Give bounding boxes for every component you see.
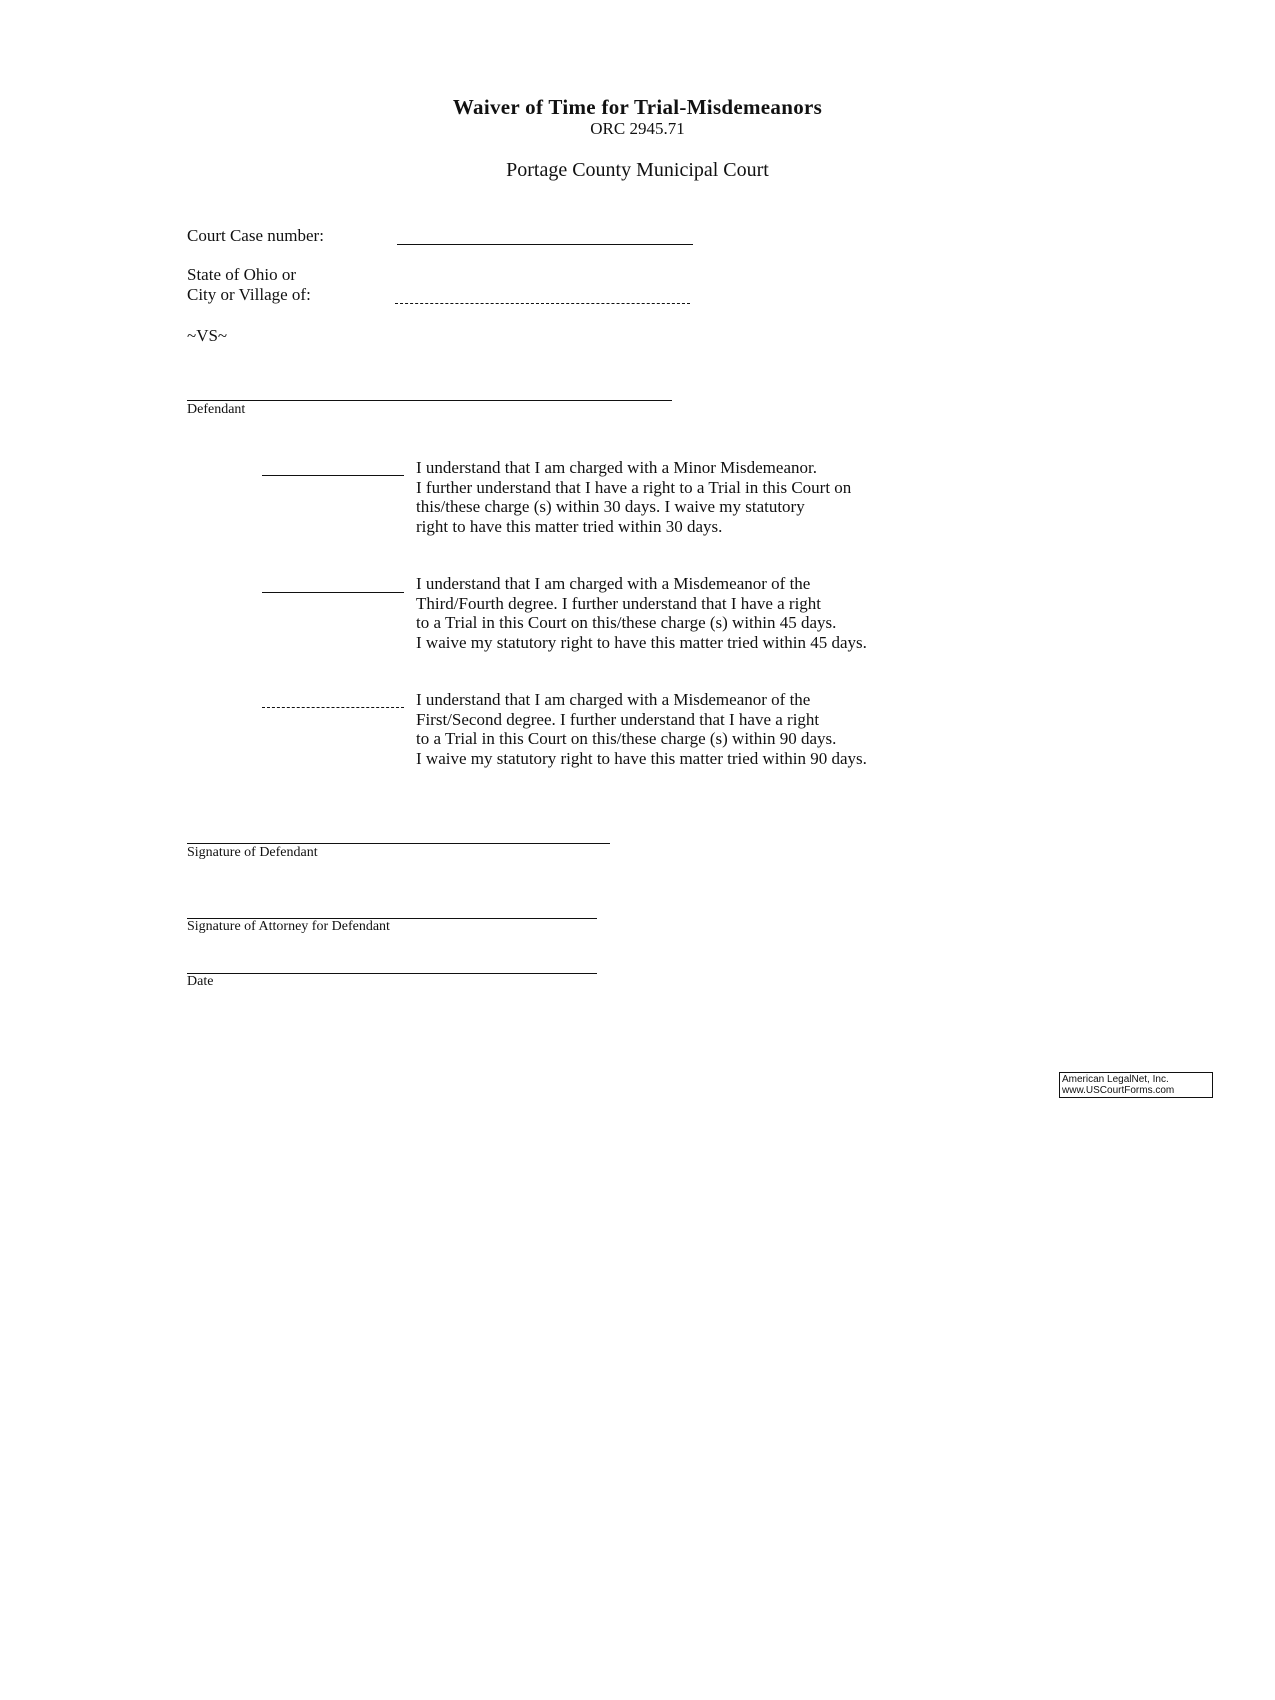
defendant-signature-field[interactable]	[187, 843, 610, 844]
waiver-text-line: I waive my statutory right to have this matter tried within 90 days.	[416, 748, 867, 768]
defendant-signature-label: Signature of Defendant	[187, 845, 318, 860]
waiver-text-line: to a Trial in this Court on this/these charge (s) within 90 days.	[416, 729, 837, 748]
case-number-label: Court Case number:	[187, 226, 324, 245]
defendant-label: Defendant	[187, 402, 246, 417]
third-fourth-degree-waiver	[416, 574, 867, 652]
third-fourth-degree-initial-field[interactable]	[262, 592, 404, 593]
statute-reference: ORC 2945.71	[590, 119, 685, 138]
city-village-label: City or Village of:	[187, 285, 311, 304]
first-second-degree-waiver	[416, 690, 867, 768]
waiver-text-line: to a Trial in this Court on this/these charge (s) within 45 days.	[416, 613, 837, 632]
date-label: Date	[187, 974, 214, 989]
versus-label: ~VS~	[187, 326, 228, 345]
waiver-text-line: I further understand that I have a right to a Trial in this Court on	[416, 477, 852, 497]
waiver-text-line: Third/Fourth degree. I further understand that I have a right	[416, 593, 822, 613]
waiver-text-line: I waive my statutory right to have this matter tried within 45 days.	[416, 632, 867, 652]
minor-misdemeanor-initial-field[interactable]	[262, 475, 404, 476]
defendant-name-field[interactable]	[187, 400, 672, 401]
waiver-text-line: I understand that I am charged with a Minor Misdemeanor.	[416, 458, 817, 477]
publisher-website: www.USCourtForms.com	[1062, 1085, 1175, 1096]
case-number-field[interactable]	[397, 244, 693, 245]
publisher-badge	[1059, 1072, 1213, 1098]
city-village-field[interactable]	[395, 303, 690, 304]
court-name: Portage County Municipal Court	[506, 159, 769, 181]
minor-misdemeanor-waiver	[416, 458, 851, 536]
waiver-text-line: this/these charge (s) within 30 days. I waive my statutory	[416, 497, 805, 516]
date-field[interactable]	[187, 973, 597, 974]
waiver-text-line: right to have this matter tried within 30 days.	[416, 516, 723, 536]
first-second-degree-initial-field[interactable]	[262, 707, 404, 708]
waiver-text-line: I understand that I am charged with a Misdemeanor of the	[416, 574, 811, 593]
publisher-name: American LegalNet, Inc.	[1062, 1074, 1169, 1085]
attorney-signature-label: Signature of Attorney for Defendant	[187, 919, 390, 934]
state-label: State of Ohio or	[187, 265, 297, 284]
waiver-text-line: I understand that I am charged with a Misdemeanor of the	[416, 690, 811, 709]
form-title: Waiver of Time for Trial-Misdemeanors	[452, 95, 823, 119]
waiver-text-line: First/Second degree. I further understand that I have a right	[416, 709, 820, 729]
